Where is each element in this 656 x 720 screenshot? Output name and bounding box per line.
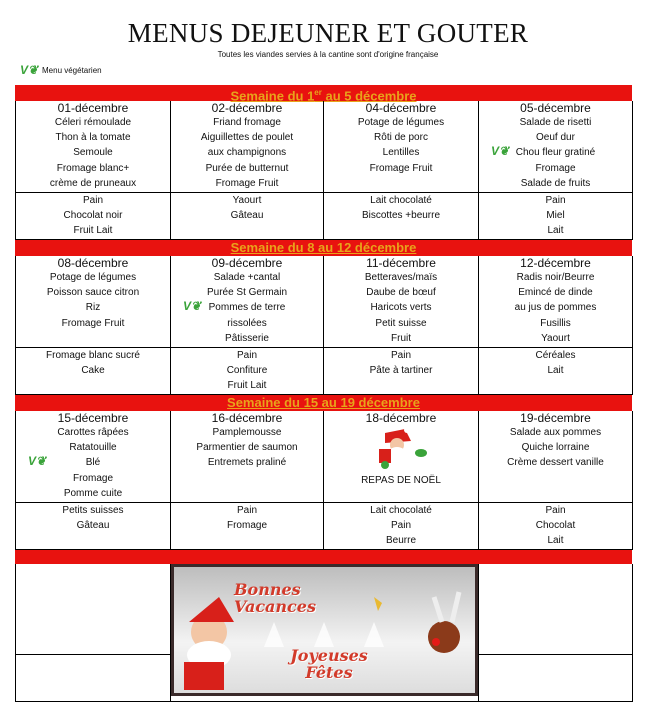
- snack-item: Pain: [236, 505, 257, 516]
- snack-item: Chocolat: [535, 520, 576, 532]
- snack-item: Cake: [81, 365, 105, 377]
- snack-item: Fromage: [226, 520, 267, 532]
- snack-item: Lait: [547, 225, 564, 237]
- menu-item: Entremets praliné: [207, 457, 287, 469]
- vegetarian-icon: V❦: [183, 299, 202, 313]
- lunch-row: [15, 256, 632, 348]
- snack-cell: [171, 193, 324, 240]
- menu-item: Thon à la tomate: [55, 132, 131, 144]
- menu-item: Radis noir/Beurre: [516, 272, 595, 283]
- menu-item: Haricots verts: [370, 302, 432, 314]
- day-date: 01-décembre: [57, 101, 129, 115]
- snack-item: Pâte à tartiner: [369, 365, 433, 377]
- menu-item: Fruit: [391, 332, 411, 344]
- lunch-cell: [16, 101, 171, 193]
- menu-item: Pâtisserie: [225, 332, 269, 344]
- snack-cell: [324, 193, 479, 240]
- snack-cell: [479, 348, 633, 395]
- day-date: 19-décembre: [520, 411, 591, 425]
- snack-item: Petits suisses: [62, 505, 124, 516]
- day-date: 11-décembre: [366, 256, 436, 270]
- menu-item: Ratatouille: [69, 442, 117, 454]
- subtitle: Toutes les viandes servies à la cantine sont d'origine française: [217, 50, 439, 59]
- snack-item: Fruit Lait: [73, 225, 113, 237]
- snack-cell: [16, 193, 171, 240]
- menu-item: Fromage: [535, 162, 576, 174]
- menu-item: Lentilles: [382, 147, 420, 159]
- menu-item: Pamplemousse: [212, 427, 282, 438]
- snack-cell: [479, 503, 633, 550]
- day-date: 18-décembre: [365, 411, 437, 425]
- menu-item: Fromage Fruit: [369, 162, 433, 174]
- snack-item: Pain: [545, 505, 566, 516]
- lunch-cell: [324, 411, 479, 503]
- snack-cell: [171, 348, 324, 395]
- menu-item: REPAS DE NOËL: [361, 475, 441, 486]
- menu-item: Aiguillettes de poulet: [200, 132, 294, 144]
- snack-item: Pain: [82, 195, 103, 206]
- menu-item: Fromage: [72, 472, 113, 484]
- lunch-cell: [479, 411, 633, 503]
- snack-cell: [324, 503, 479, 550]
- snack-item: Biscottes +beurre: [361, 210, 441, 222]
- snack-item: Chocolat noir: [63, 210, 123, 222]
- red-divider: [15, 550, 632, 564]
- snack-item: Fruit Lait: [227, 380, 267, 392]
- santa-claus-icon: [371, 427, 431, 469]
- snack-cell: [479, 193, 633, 240]
- lunch-cell: [324, 101, 479, 193]
- lunch-row: [15, 101, 632, 193]
- snack-row: [15, 348, 632, 395]
- divider: [16, 654, 170, 655]
- divider: [479, 654, 632, 655]
- menu-item: Potage de légumes: [49, 272, 137, 283]
- snack-item: Yaourt: [232, 195, 262, 206]
- empty-cell: [16, 564, 171, 702]
- snack-item: Pain: [545, 195, 566, 206]
- menu-table: [15, 85, 632, 702]
- menu-item: Betteraves/maïs: [364, 272, 438, 283]
- menu-item: Blé: [85, 457, 101, 469]
- snack-item: Confiture: [226, 365, 268, 377]
- menu-item: Purée St Germain: [206, 287, 288, 299]
- snack-item: Pain: [236, 350, 257, 361]
- menu-item: Salade de risetti: [519, 117, 592, 128]
- day-date: 02-décembre: [211, 101, 283, 115]
- menu-item: Potage de légumes: [357, 117, 445, 128]
- menu-item: Pommes de terre: [208, 302, 286, 314]
- snack-cell: [171, 503, 324, 550]
- menu-item: Salade +cantal: [213, 272, 281, 283]
- snack-item: Miel: [546, 210, 565, 222]
- day-date: 05-décembre: [520, 101, 591, 115]
- menu-item: Riz: [85, 302, 101, 314]
- menu-item: Fromage blanc+: [56, 162, 130, 174]
- lunch-cell: [16, 411, 171, 503]
- menu-item: Fromage Fruit: [61, 317, 125, 329]
- menu-item: Salade aux pommes: [509, 427, 602, 438]
- menu-item: Fromage Fruit: [215, 177, 279, 189]
- greeting-cell: [171, 564, 479, 702]
- menu-item: Céleri rémoulade: [54, 117, 132, 128]
- greeting-bonnes-vacances: Bonnes Vacances: [234, 580, 316, 616]
- empty-cell: [479, 564, 633, 702]
- legend-label: Menu végétarien: [42, 65, 102, 75]
- snack-cell: [16, 503, 171, 550]
- snack-item: Gâteau: [230, 210, 264, 222]
- menu-item: Chou fleur gratiné: [515, 147, 596, 159]
- bottom-section: [15, 564, 632, 702]
- snack-item: Céréales: [535, 350, 576, 361]
- snack-item: Fromage blanc sucré: [46, 350, 140, 361]
- lunch-cell: [171, 411, 324, 503]
- menu-item: au jus de pommes: [514, 302, 597, 314]
- menu-item: Crème dessert vanille: [507, 457, 604, 469]
- menu-item: Rôti de porc: [374, 132, 428, 144]
- menu-item: Purée de butternut: [205, 162, 289, 174]
- day-date: 04-décembre: [365, 101, 437, 115]
- snack-item: Lait chocolaté: [370, 505, 432, 516]
- menu-item: Pomme cuite: [63, 487, 123, 499]
- lunch-cell: [479, 256, 633, 348]
- menu-item: Carottes râpées: [57, 427, 129, 438]
- menu-item: Poisson sauce citron: [46, 287, 140, 299]
- day-date: 09-décembre: [211, 256, 283, 270]
- lunch-cell: [16, 256, 171, 348]
- snack-cell: [324, 348, 479, 395]
- snack-item: Lait: [547, 535, 564, 547]
- menu-item: crème de pruneaux: [49, 177, 137, 189]
- menu-item: Quiche lorraine: [521, 442, 590, 454]
- snack-row: [15, 193, 632, 240]
- menu-item: Petit suisse: [375, 317, 427, 329]
- snack-item: Gâteau: [76, 520, 110, 532]
- menu-item: rissolées: [227, 317, 267, 329]
- snack-cell: [16, 348, 171, 395]
- menu-item: Friand fromage: [213, 117, 281, 128]
- menu-item: Oeuf dur: [536, 132, 575, 144]
- day-date: 12-décembre: [520, 256, 591, 270]
- lunch-row: [15, 411, 632, 503]
- snack-item: Pain: [390, 350, 411, 361]
- menu-item: Daube de bœuf: [366, 287, 436, 299]
- day-date: 08-décembre: [57, 256, 129, 270]
- lunch-cell: [324, 256, 479, 348]
- greeting-joyeuses-fetes: Joyeuses Fêtes: [290, 646, 368, 682]
- menu-item: Fusillis: [540, 317, 571, 329]
- lunch-cell: [171, 101, 324, 193]
- week-banner: Semaine du 15 au 19 décembre: [15, 395, 632, 411]
- vegetarian-icon: V❦: [28, 454, 47, 468]
- holiday-card-image: [171, 564, 478, 696]
- menu-item: Emincé de dinde: [518, 287, 593, 299]
- menu-item: Parmentier de saumon: [196, 442, 298, 454]
- vegetarian-legend: [20, 62, 102, 78]
- vegetarian-icon: V❦: [20, 63, 39, 77]
- page-title: MENUS DEJEUNER ET GOUTER: [127, 18, 529, 48]
- snack-item: Beurre: [385, 535, 416, 547]
- snack-item: Lait: [547, 365, 564, 377]
- menu-item: Yaourt: [541, 332, 570, 344]
- lunch-cell: [171, 256, 324, 348]
- menu-item: Salade de fruits: [520, 177, 591, 189]
- menu-item: aux champignons: [207, 147, 287, 159]
- snack-item: Pain: [390, 520, 411, 532]
- lunch-cell: [479, 101, 633, 193]
- day-date: 16-décembre: [211, 411, 283, 425]
- vegetarian-icon: V❦: [491, 144, 510, 158]
- week-banner: Semaine du 8 au 12 décembre: [15, 240, 632, 256]
- day-date: 15-décembre: [57, 411, 129, 425]
- snack-item: Lait chocolaté: [370, 195, 432, 206]
- snack-row: [15, 503, 632, 550]
- week-banner: Semaine du 1er au 5 décembre: [15, 85, 632, 101]
- menu-item: Semoule: [73, 147, 113, 159]
